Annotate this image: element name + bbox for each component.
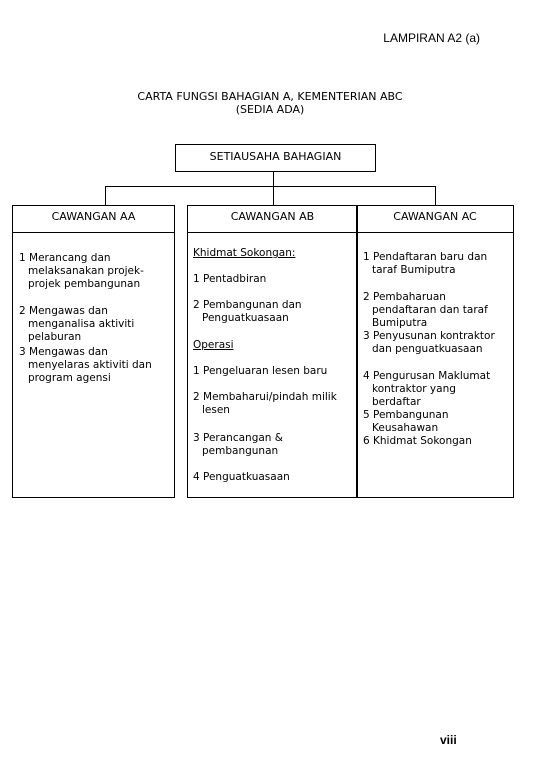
list-item: 1 Pentadbiran — [193, 273, 267, 285]
list-item: 2 Membaharui/pindah milik lesen — [193, 391, 337, 416]
list-item: 2 Mengawas dan menganalisa aktiviti pelaburan — [19, 305, 135, 343]
connector-horizontal — [105, 186, 436, 187]
connector-ab — [273, 172, 274, 205]
connector-ac — [435, 186, 436, 205]
list-item: 1 Merancang dan melaksanakan projek-projek pembangunan — [19, 252, 144, 290]
box-cawangan-aa — [12, 205, 175, 233]
box-setiausaha-bahagian — [175, 144, 376, 172]
list-item: 6 Khidmat Sokongan — [363, 435, 472, 447]
cawangan-ac-label: CAWANGAN AC — [393, 210, 477, 223]
cawangan-ab-label: CAWANGAN AB — [230, 210, 315, 223]
box-cawangan-ac-functions — [356, 232, 514, 498]
connector-aa — [105, 186, 106, 205]
list-item: 2 Pembaharuan pendaftaran dan taraf Bumiputra — [363, 291, 488, 329]
box-cawangan-ac — [356, 205, 514, 233]
list-item: 5 Pembangunan Keusahawan — [363, 409, 449, 434]
chart-subtitle: (SEDIA ADA) — [235, 103, 305, 116]
chart-title: CARTA FUNGSI BAHAGIAN A, KEMENTERIAN ABC — [137, 90, 403, 103]
list-item: 3 Perancangan & pembangunan — [193, 432, 283, 457]
box-cawangan-ab — [187, 205, 358, 233]
list-item: 4 Pengurusan Maklumat kontraktor yang berdaftar — [363, 370, 491, 408]
list-item: 1 Pengeluaran lesen baru — [193, 365, 328, 377]
list-item: 3 Mengawas dan menyelaras aktiviti dan program agensi — [19, 346, 152, 384]
cawangan-aa-label: CAWANGAN AA — [51, 210, 136, 223]
heading-khidmat-sokongan: Khidmat Sokongan: — [193, 247, 296, 259]
box-setiausaha-bahagian-label: SETIAUSAHA BAHAGIAN — [209, 150, 342, 163]
list-item: 3 Penyusunan kontraktor dan penguatkuasaan — [363, 330, 495, 355]
heading-operasi: Operasi — [193, 339, 234, 351]
page-number: viii — [440, 733, 457, 747]
box-cawangan-aa-functions — [12, 232, 175, 498]
appendix-label: LAMPIRAN A2 (a) — [383, 31, 480, 45]
box-cawangan-ab-functions — [187, 232, 358, 498]
list-item: 2 Pembangunan dan Penguatkuasaan — [193, 299, 302, 324]
list-item: 1 Pendaftaran baru dan taraf Bumiputra — [363, 251, 488, 276]
list-item: 4 Penguatkuasaan — [193, 471, 290, 483]
